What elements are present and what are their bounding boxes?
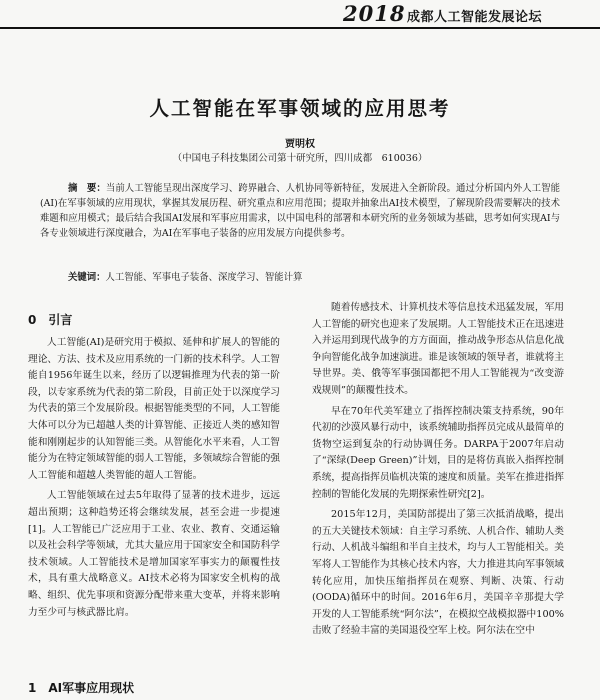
keywords <box>40 270 560 285</box>
section-heading-ai-military-status: 1 AI军事应用现状 <box>28 681 135 695</box>
abstract <box>40 181 560 241</box>
right-column <box>312 300 564 644</box>
abstract-text: 当前人工智能呈现出深度学习、跨界融合、人机协同等新特征，发展进入全新阶段。通过分析国内外人工智能(AI)在军事领域的应用现状，掌握其发展历程、研究重点和应用范围；提取并抽象出AI技术模型，了解现阶段需要解决的技术难题和应用模式；最后结合我国AI发展和军事应用需求，以中国电科的部署和本研究所的业务领域为基础，思考如何实现AI与各专业领域进行深度融合，为AI在军事电子装备的应用发展方向提供参考。 <box>40 183 560 239</box>
header-year: 2018 <box>343 1 406 26</box>
header-rule <box>0 27 600 29</box>
paper-author: 贾明权 <box>285 139 315 150</box>
body-paragraph: 早在70年代美军建立了指挥控制决策支持系统，90年代初的沙漠风暴行动中，该系统辅助指挥员完成从最简单的货物空运到复杂的行动协调任务。DARPA于2007年启动了“深绿(Deep Green)”计划，目的是将仿真嵌入指挥控制系统，提高指挥员临机决策的速度和质量。美军在推进指挥控制的智能化发展的先期探索性研究[2]。 <box>312 405 564 500</box>
keywords-label: 关键词： <box>68 272 106 283</box>
running-header <box>0 0 600 30</box>
body-paragraph: 人工智能(AI)是研究用于模拟、延伸和扩展人的智能的理论、方法、技术及应用系统的一门新的技术科学。人工智能自1956年诞生以来，经历了以逻辑推理为代表的第一阶段，以专家系统为代表的第二阶段，目前正处于以深度学习为代表的第三个发展阶段。根据智能类型的不同，人工智能大体可以分为已超越人类的计算智能、正接近人类的感知智能和刚刚起步的认知智能三类。从智能化水平来看，人工智能分为在特定领域智能的弱人工智能，多领域综合智能的强人工智能和超越人类智能的超人工智能。 <box>28 337 280 481</box>
paper-title: 人工智能在军事领域的应用思考 <box>149 97 451 120</box>
left-column <box>28 312 280 625</box>
body-paragraph: 2015年12月，美国防部提出了第三次抵消战略，提出的五大关键技术领域：自主学习系统、人机合作、辅助人类行动、人机战斗编组和半自主技术，均与人工智能相关。美军将人工智能作为其核心技术内容，大力推进其向军事领域转化应用，加快压缩指挥员在观察、判断、决策、行动(OODA)循环中的时间。2016年6月，美国辛辛那提大学开发的人工智能系统“阿尔法”，在模拟空战模拟器中100%击败了经验丰富的美国退役空军上校。阿尔法在空中 <box>312 509 564 637</box>
header-conference-name: 成都人工智能发展论坛 <box>407 10 543 25</box>
body-paragraph: 随着传感技术、计算机技术等信息技术迅猛发展，军用人工智能的研究也迎来了发展期。人工智能技术正在迅速进入并运用到现代战争的方方面面，推动战争形态从信息化战争向智能化战争加速演进。谁是该领域的领导者，谁就将主导世界。美、俄等军事强国都把不用人工智能视为“改变游戏规则”的颠覆性技术。 <box>312 302 564 396</box>
keywords-text: 人工智能、军事电子装备、深度学习、智能计算 <box>105 272 303 283</box>
paper-affiliation: （中国电子科技集团公司第十研究所，四川成都 610036） <box>172 153 428 164</box>
section-heading-introduction: 0 引言 <box>28 313 73 327</box>
body-paragraph: 人工智能领域在过去5年取得了显著的技术进步，远远超出预期；这种趋势还将会继续发展，甚至会进一步提速[1]。人工智能已广泛应用于工业、农业、教育、交通运输以及社会科学等领域，尤其大量应用于国家安全和国防科学技术领域。人工智能技术是增加国家军事实力的颠覆性技术，具有重大战略意义。AI技术必将为国家安全机构的战略、组织、优先事项和资源分配带来重大变革，并将来影响力至少可与核武器比肩。 <box>28 490 280 618</box>
abstract-label: 摘 要： <box>68 183 106 194</box>
